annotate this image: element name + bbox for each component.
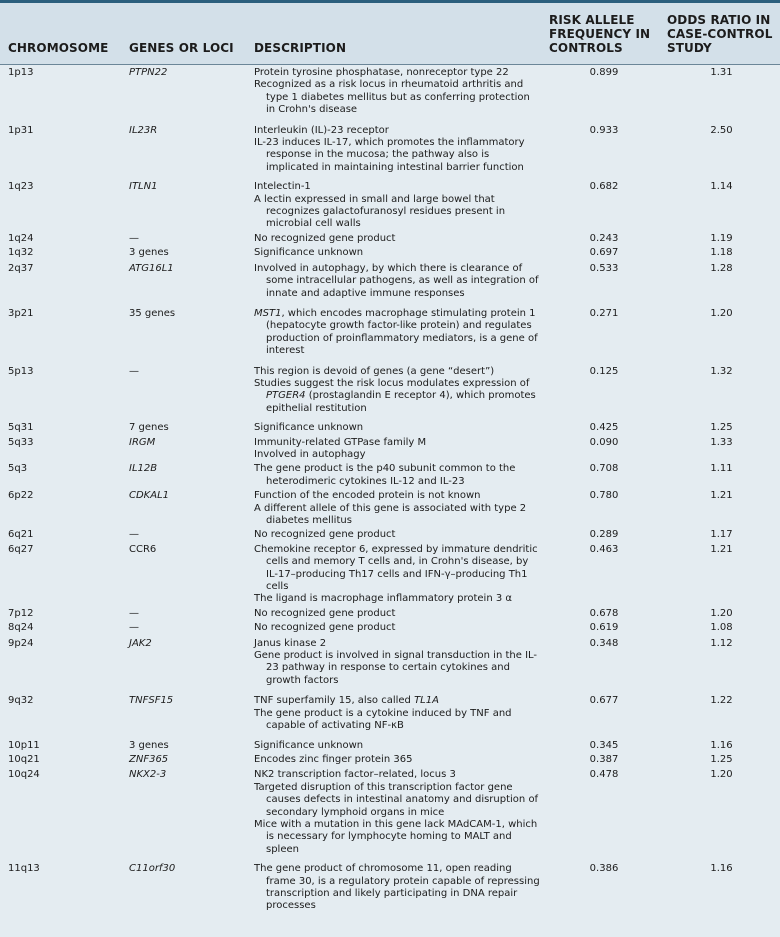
gene-cell: CCR6: [129, 543, 157, 555]
table-row: [0, 607, 780, 621]
risk-frequency-cell: 0.271: [589, 307, 619, 319]
risk-frequency-cell: 0.463: [589, 543, 619, 555]
table-row: [0, 693, 780, 738]
table-row: [0, 767, 780, 862]
description-paragraph: TNF superfamily 15, also called TL1A: [254, 695, 439, 707]
odds-ratio-cell: 1.16: [710, 739, 733, 751]
risk-frequency-cell: 0.125: [589, 365, 619, 377]
chromosome-cell: 1q23: [8, 181, 34, 193]
header-risk-allele: [545, 3, 663, 65]
description-paragraph: Significance unknown: [254, 422, 364, 434]
chromosome-cell: 6q27: [8, 543, 34, 555]
table-row: [0, 436, 780, 463]
gene-cell: —: [129, 529, 139, 541]
gene-cell: IRGM: [129, 436, 156, 448]
description-paragraph: No recognized gene product: [254, 232, 396, 244]
odds-ratio-cell: 1.33: [710, 436, 733, 448]
risk-frequency-cell: 0.348: [589, 637, 619, 649]
description-cell: [250, 489, 545, 528]
odds-ratio-cell: 1.28: [710, 262, 733, 274]
risk-frequency-cell: 0.533: [589, 262, 619, 274]
header-genes: GENES OR LOCI: [125, 3, 250, 65]
table-row: [0, 621, 780, 635]
description-paragraph: Interleukin (IL)-23 receptor: [254, 124, 389, 136]
description-paragraph: Immunity-related GTPase family M: [254, 436, 427, 448]
description-paragraph: Gene product is involved in signal transduction in the IL-23 pathway in response to certain cytokines and growth factors: [254, 650, 538, 686]
description-paragraph: Mice with a mutation in this gene lack MAdCAM-1, which is necessary for lymphocyte homing to MALT and spleen: [254, 818, 538, 855]
description-paragraph: The gene product is the p40 subunit common to the heterodimeric cytokines IL-12 and IL-23: [254, 463, 516, 487]
description-paragraph: Involved in autophagy: [254, 448, 366, 460]
header-risk-line-1: RISK ALLELE: [549, 13, 635, 27]
chromosome-cell: 2q37: [8, 262, 34, 274]
chromosome-cell: 1p31: [8, 124, 34, 136]
description-cell: [250, 862, 545, 915]
odds-ratio-cell: 1.16: [710, 863, 733, 875]
gene-cell: ATG16L1: [129, 262, 174, 274]
description-cell: [250, 364, 545, 422]
description-cell: [250, 232, 545, 246]
odds-ratio-cell: 1.20: [710, 307, 733, 319]
odds-ratio-cell: 1.32: [710, 365, 733, 377]
risk-frequency-cell: 0.478: [589, 769, 619, 781]
description-cell: [250, 123, 545, 181]
description-cell: [250, 693, 545, 738]
odds-ratio-cell: 1.19: [710, 232, 733, 244]
description-cell: [250, 528, 545, 542]
gene-cell: —: [129, 232, 139, 244]
gene-cell: —: [129, 365, 139, 377]
chromosome-cell: 1q24: [8, 232, 34, 244]
gene-cell: NKX2-3: [129, 769, 167, 781]
description-cell: [250, 462, 545, 489]
risk-frequency-cell: 0.780: [589, 490, 619, 502]
description-cell: [250, 261, 545, 306]
gene-cell: ITLN1: [129, 181, 158, 193]
description-paragraph: Janus kinase 2: [254, 637, 327, 649]
table-row: [0, 489, 780, 528]
description-cell: [250, 543, 545, 607]
table-row: [0, 636, 780, 694]
gene-cell: 7 genes: [129, 422, 169, 434]
gene-cell: IL23R: [129, 124, 158, 136]
odds-ratio-cell: 1.12: [710, 637, 733, 649]
risk-frequency-cell: 0.425: [589, 422, 619, 434]
gene-cell: 3 genes: [129, 739, 169, 751]
description-cell: [250, 767, 545, 862]
description-paragraph: Significance unknown: [254, 247, 364, 259]
odds-ratio-cell: 1.25: [710, 422, 733, 434]
description-cell: [250, 636, 545, 694]
description-paragraph: MST1, which encodes macrophage stimulating protein 1 (hepatocyte growth factor-like protein) and regulates production of proinflammatory mediators, is a gene of interest: [254, 307, 538, 357]
chromosome-cell: 8q24: [8, 622, 34, 634]
risk-frequency-cell: 0.697: [589, 247, 619, 259]
table-row: [0, 862, 780, 915]
description-paragraph: No recognized gene product: [254, 622, 396, 634]
gene-cell: —: [129, 622, 139, 634]
chromosome-cell: 9q32: [8, 695, 34, 707]
table-body: [0, 65, 780, 915]
header-chromosome: CHROMOSOME: [0, 3, 125, 65]
description-cell: [250, 621, 545, 635]
table-row: [0, 753, 780, 767]
chromosome-cell: 3p21: [8, 307, 34, 319]
chromosome-cell: 9p24: [8, 637, 34, 649]
header-odds-line-2: CASE-CONTROL: [667, 27, 773, 41]
table-row: [0, 528, 780, 542]
risk-frequency-cell: 0.933: [589, 124, 619, 136]
description-paragraph: The gene product of chromosome 11, open reading frame 30, is a regulatory protein capable of repressing transcription and likely participating in DNA repair processes: [254, 863, 540, 912]
odds-ratio-cell: 2.50: [710, 124, 733, 136]
description-cell: [250, 753, 545, 767]
odds-ratio-cell: 1.08: [710, 622, 733, 634]
chromosome-cell: 6q21: [8, 529, 34, 541]
risk-frequency-cell: 0.899: [589, 67, 619, 78]
description-cell: [250, 306, 545, 364]
description-cell: [250, 607, 545, 621]
table-header-row: [0, 3, 780, 65]
description-paragraph: Function of the encoded protein is not known: [254, 490, 481, 502]
description-paragraph: The ligand is macrophage inflammatory protein 3 α: [254, 593, 512, 605]
odds-ratio-cell: 1.17: [710, 529, 733, 541]
description-paragraph: Chemokine receptor 6, expressed by immature dendritic cells and memory T cells and, in Crohn's disease, by IL-17–producing Th17 cells and IFN-γ–producing Th1 cells: [254, 543, 538, 593]
chromosome-cell: 11q13: [8, 863, 40, 875]
chromosome-cell: 1p13: [8, 67, 34, 78]
header-odds-line-3: STUDY: [667, 41, 712, 55]
odds-ratio-cell: 1.25: [710, 753, 733, 765]
table-row: [0, 739, 780, 753]
description-paragraph: A lectin expressed in small and large bowel that recognizes galactofuranosyl residues present in microbial cell walls: [254, 193, 506, 230]
header-odds-line-1: ODDS RATIO IN: [667, 13, 771, 27]
risk-frequency-cell: 0.682: [589, 181, 619, 193]
table-row: [0, 180, 780, 232]
risk-frequency-cell: 0.345: [589, 739, 619, 751]
chromosome-cell: 5q31: [8, 422, 34, 434]
odds-ratio-cell: 1.11: [710, 463, 733, 475]
chromosome-cell: 5q33: [8, 436, 34, 448]
chromosome-cell: 10p11: [8, 739, 40, 751]
odds-ratio-cell: 1.31: [710, 67, 733, 78]
description-paragraph: Encodes zinc finger protein 365: [254, 753, 413, 765]
gene-loci-table: [0, 3, 780, 915]
risk-frequency-cell: 0.678: [589, 607, 619, 619]
table-row: [0, 246, 780, 260]
table-row: [0, 306, 780, 364]
chromosome-cell: 5p13: [8, 365, 34, 377]
description-cell: [250, 436, 545, 463]
gene-cell: IL12B: [129, 463, 158, 475]
description-paragraph: No recognized gene product: [254, 529, 396, 541]
header-description: DESCRIPTION: [250, 3, 545, 65]
description-paragraph: This region is devoid of genes (a gene “desert”): [254, 365, 495, 377]
risk-frequency-cell: 0.386: [589, 863, 619, 875]
risk-frequency-cell: 0.243: [589, 232, 619, 244]
risk-frequency-cell: 0.387: [589, 753, 619, 765]
gene-cell: JAK2: [129, 637, 152, 649]
gene-cell: 35 genes: [129, 307, 176, 319]
table-row: [0, 65, 780, 123]
gene-cell: 3 genes: [129, 247, 169, 259]
description-paragraph: A different allele of this gene is associated with type 2 diabetes mellitus: [254, 502, 527, 526]
table-row: [0, 543, 780, 607]
risk-frequency-cell: 0.619: [589, 622, 619, 634]
gene-cell: CDKAL1: [129, 490, 170, 502]
description-paragraph: Intelectin-1: [254, 181, 311, 193]
description-paragraph: Protein tyrosine phosphatase, nonreceptor type 22: [254, 67, 509, 78]
chromosome-cell: 10q24: [8, 769, 40, 781]
description-paragraph: IL-23 induces IL-17, which promotes the inflammatory response in the mucosa; the pathway also is implicated in maintaining intestinal barrier function: [254, 137, 525, 173]
gene-cell: —: [129, 607, 139, 619]
gene-cell: C11orf30: [129, 863, 176, 875]
odds-ratio-cell: 1.22: [710, 695, 733, 707]
risk-frequency-cell: 0.289: [589, 529, 619, 541]
description-cell: [250, 421, 545, 435]
table-row: [0, 462, 780, 489]
odds-ratio-cell: 1.20: [710, 607, 733, 619]
header-risk-line-3: CONTROLS: [549, 41, 623, 55]
description-paragraph: Recognized as a risk locus in rheumatoid arthritis and type 1 diabetes mellitus but as conferring protection in Crohn's disease: [254, 79, 530, 116]
risk-frequency-cell: 0.677: [589, 695, 619, 707]
table-row: [0, 232, 780, 246]
chromosome-cell: 10q21: [8, 753, 40, 765]
header-odds-ratio: [663, 3, 780, 65]
gene-cell: PTPN22: [129, 67, 168, 78]
description-paragraph: Involved in autophagy, by which there is clearance of some intracellular pathogens, as well as integration of innate and adaptive immune responses: [254, 262, 539, 299]
description-cell: [250, 180, 545, 232]
table-row: [0, 123, 780, 181]
table-row: [0, 421, 780, 435]
gene-cell: TNFSF15: [129, 695, 174, 707]
chromosome-cell: 1q32: [8, 247, 34, 259]
description-cell: [250, 739, 545, 753]
odds-ratio-cell: 1.14: [710, 181, 733, 193]
description-paragraph: NK2 transcription factor–related, locus 3: [254, 769, 456, 781]
description-paragraph: Significance unknown: [254, 739, 364, 751]
header-risk-line-2: FREQUENCY IN: [549, 27, 651, 41]
description-paragraph: Targeted disruption of this transcription factor gene causes defects in intestinal anatomy and disruption of secondary lymphoid organs in mice: [254, 781, 539, 818]
odds-ratio-cell: 1.20: [710, 769, 733, 781]
description-paragraph: No recognized gene product: [254, 607, 396, 619]
risk-frequency-cell: 0.090: [589, 436, 619, 448]
description-cell: [250, 65, 545, 123]
odds-ratio-cell: 1.21: [710, 490, 733, 502]
chromosome-cell: 5q3: [8, 463, 28, 475]
description-cell: [250, 246, 545, 260]
chromosome-cell: 6p22: [8, 490, 34, 502]
odds-ratio-cell: 1.18: [710, 247, 733, 259]
chromosome-cell: 7p12: [8, 607, 34, 619]
gene-cell: ZNF365: [129, 753, 169, 765]
risk-frequency-cell: 0.708: [589, 463, 619, 475]
table-row: [0, 364, 780, 422]
table-row: [0, 261, 780, 306]
description-paragraph: Studies suggest the risk locus modulates expression of PTGER4 (prostaglandin E receptor 4), which promotes epithelial restitution: [254, 377, 536, 414]
odds-ratio-cell: 1.21: [710, 543, 733, 555]
description-paragraph: The gene product is a cytokine induced by TNF and capable of activating NF-κB: [254, 707, 512, 732]
